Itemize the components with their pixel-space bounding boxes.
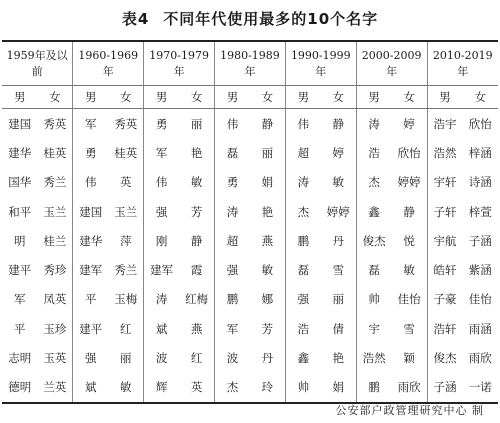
male-name-cell: 军 <box>215 314 250 343</box>
table-row <box>2 314 498 343</box>
female-name-cell: 静 <box>403 204 415 219</box>
male-name-cell: 建国 <box>73 197 108 226</box>
decade-header: 1960-1969年 <box>73 41 144 86</box>
male-name-cell: 涛 <box>285 168 320 197</box>
gender-female-header: 女 <box>250 86 285 109</box>
gender-female-header: 女 <box>179 86 214 109</box>
male-name-cell: 强 <box>73 343 108 372</box>
male-name-cell: 子轩 <box>427 197 462 226</box>
male-name-cell: 波 <box>144 343 179 372</box>
female-name-cell: 玲 <box>250 373 285 403</box>
male-name-cell: 超 <box>285 138 320 167</box>
female-name-cell: 诗涵 <box>468 175 492 190</box>
female-name-cell: 敏 <box>108 373 143 403</box>
male-name-cell: 宇航 <box>427 226 462 255</box>
female-name-cell: 秀兰 <box>114 263 138 278</box>
female-name-cell: 艳 <box>332 351 344 366</box>
male-name-cell: 伟 <box>144 168 179 197</box>
female-name-cell: 静 <box>261 116 274 131</box>
male-name-cell: 国华 <box>8 175 32 190</box>
decade-header: 1970-1979年 <box>144 41 215 86</box>
female-name-cell: 敏 <box>403 263 415 278</box>
table-title-text: 不同年代使用最多的10个名字 <box>163 10 379 28</box>
female-name-cell: 艳 <box>261 204 274 219</box>
female-name-cell: 静 <box>190 233 203 248</box>
male-name-cell: 磊 <box>285 255 320 284</box>
female-name-cell: 艳 <box>190 145 203 160</box>
male-name-cell: 浩 <box>356 138 391 167</box>
male-name-cell: 鑫 <box>356 197 391 226</box>
female-name-cell: 玉兰 <box>43 204 67 219</box>
female-name-cell: 倩 <box>332 321 344 336</box>
male-name-cell: 帅 <box>285 373 320 403</box>
gender-header-row <box>2 86 498 109</box>
female-name-cell: 玉英 <box>43 351 67 366</box>
names-table <box>2 40 498 404</box>
names-table-body <box>2 109 498 403</box>
gender-male-header: 男 <box>2 86 37 109</box>
male-name-cell: 建平 <box>73 314 108 343</box>
male-name-cell: 德明 <box>2 373 37 403</box>
male-name-cell: 浩然 <box>356 343 391 372</box>
table-row <box>2 285 498 314</box>
gender-male-header: 男 <box>144 86 179 109</box>
female-name-cell: 梓萱 <box>468 204 492 219</box>
female-name-cell: 丽 <box>119 351 132 366</box>
male-name-cell: 浩然 <box>427 138 462 167</box>
female-name-cell: 英 <box>179 373 214 403</box>
female-name-cell: 悦 <box>403 233 415 248</box>
decade-header: 1959年及以前 <box>2 41 73 86</box>
gender-female-header: 女 <box>462 86 498 109</box>
female-name-cell: 敏 <box>332 175 344 190</box>
female-name-cell: 娟 <box>261 175 274 190</box>
female-name-cell: 佳怡 <box>468 292 492 307</box>
female-name-cell: 桂兰 <box>43 233 67 248</box>
male-name-cell: 宇轩 <box>427 168 462 197</box>
male-name-cell: 勇 <box>73 138 108 167</box>
male-name-cell: 浩轩 <box>427 314 462 343</box>
male-name-cell: 俊杰 <box>427 343 462 372</box>
male-name-cell: 建平 <box>8 263 32 278</box>
female-name-cell: 霞 <box>190 263 203 278</box>
female-name-cell: 丹 <box>332 233 344 248</box>
male-name-cell: 勇 <box>144 109 179 139</box>
female-name-cell: 雨欣 <box>468 351 492 366</box>
male-name-cell: 鹏 <box>285 226 320 255</box>
female-name-cell: 秀英 <box>114 116 138 131</box>
male-name-cell: 杰 <box>285 197 320 226</box>
male-name-cell: 强 <box>285 285 320 314</box>
male-name-cell: 磊 <box>356 255 391 284</box>
male-name-cell: 和平 <box>8 204 32 219</box>
male-name-cell: 杰 <box>356 168 391 197</box>
male-name-cell: 浩 <box>285 314 320 343</box>
table-row <box>2 226 498 255</box>
male-name-cell: 超 <box>215 226 250 255</box>
gender-female-header: 女 <box>37 86 72 109</box>
gender-male-header: 男 <box>427 86 462 109</box>
female-name-cell: 萍 <box>119 233 132 248</box>
gender-male-header: 男 <box>285 86 320 109</box>
male-name-cell: 建华 <box>73 226 108 255</box>
male-name-cell: 建国 <box>8 116 32 131</box>
female-name-cell: 玉兰 <box>114 204 138 219</box>
female-name-cell: 娜 <box>261 292 274 307</box>
male-name-cell: 平 <box>73 285 108 314</box>
female-name-cell: 秀珍 <box>43 263 67 278</box>
decade-header: 2000-2009年 <box>356 41 427 86</box>
female-name-cell: 雪 <box>332 263 344 278</box>
gender-female-header: 女 <box>321 86 356 109</box>
decade-header: 1990-1999年 <box>285 41 356 86</box>
source-credit: 公安部户政管理研究中心 制 <box>335 404 484 417</box>
female-name-cell: 丽 <box>332 292 344 307</box>
male-name-cell: 宇 <box>356 314 391 343</box>
male-name-cell: 磊 <box>215 138 250 167</box>
male-name-cell: 杰 <box>215 373 250 403</box>
female-name-cell: 兰英 <box>37 373 72 403</box>
male-name-cell: 建军 <box>73 255 108 284</box>
male-name-cell: 军 <box>13 292 26 307</box>
female-name-cell: 梓涵 <box>468 145 492 160</box>
female-name-cell: 秀英 <box>43 116 67 131</box>
female-name-cell: 静 <box>332 116 344 131</box>
decade-header: 1980-1989年 <box>215 41 286 86</box>
gender-female-header: 女 <box>392 86 427 109</box>
decade-header-row <box>2 41 498 86</box>
male-name-cell: 勇 <box>215 168 250 197</box>
female-name-cell: 英 <box>119 175 132 190</box>
male-name-cell: 鹏 <box>215 285 250 314</box>
male-name-cell: 皓轩 <box>427 255 462 284</box>
male-name-cell: 波 <box>215 343 250 372</box>
table-row <box>2 255 498 284</box>
female-name-cell: 丽 <box>261 145 274 160</box>
female-name-cell: 凤英 <box>43 292 67 307</box>
female-name-cell: 燕 <box>261 233 274 248</box>
male-name-cell: 辉 <box>144 373 179 403</box>
female-name-cell: 桂英 <box>43 145 67 160</box>
male-name-cell: 子涵 <box>427 373 462 403</box>
male-name-cell: 平 <box>13 321 26 336</box>
male-name-cell: 建军 <box>144 255 179 284</box>
female-name-cell: 秀兰 <box>43 175 67 190</box>
male-name-cell: 强 <box>144 197 179 226</box>
female-name-cell: 红梅 <box>185 292 209 307</box>
female-name-cell: 佳怡 <box>397 292 421 307</box>
female-name-cell: 红 <box>190 351 203 366</box>
female-name-cell: 欣怡 <box>468 116 492 131</box>
table-number: 表4 <box>121 10 150 28</box>
table-row <box>2 343 498 372</box>
female-name-cell: 雨欣 <box>392 373 427 403</box>
female-name-cell: 丹 <box>261 351 274 366</box>
male-name-cell: 建华 <box>8 145 32 160</box>
male-name-cell: 斌 <box>73 373 108 403</box>
male-name-cell: 强 <box>215 255 250 284</box>
male-name-cell: 志明 <box>8 351 32 366</box>
female-name-cell: 欣怡 <box>397 145 421 160</box>
female-name-cell: 紫涵 <box>468 263 492 278</box>
female-name-cell: 桂英 <box>114 145 138 160</box>
female-name-cell: 婷婷 <box>326 204 350 219</box>
male-name-cell: 鹏 <box>356 373 391 403</box>
decade-header: 2010-2019年 <box>427 41 498 86</box>
female-name-cell: 丽 <box>190 116 203 131</box>
table-row <box>2 138 498 167</box>
female-name-cell: 敏 <box>190 175 203 190</box>
female-name-cell: 玉梅 <box>114 292 138 307</box>
male-name-cell: 伟 <box>285 109 320 139</box>
table-row <box>2 373 498 403</box>
male-name-cell: 伟 <box>73 168 108 197</box>
female-name-cell: 敏 <box>261 263 274 278</box>
table-title <box>0 8 500 29</box>
gender-female-header: 女 <box>108 86 143 109</box>
male-name-cell: 涛 <box>356 109 391 139</box>
female-name-cell: 婷 <box>332 145 344 160</box>
female-name-cell: 玉珍 <box>43 321 67 336</box>
male-name-cell: 涛 <box>144 285 179 314</box>
male-name-cell: 斌 <box>144 314 179 343</box>
gender-male-header: 男 <box>73 86 108 109</box>
table-row <box>2 168 498 197</box>
female-name-cell: 一诺 <box>462 373 498 403</box>
male-name-cell: 军 <box>144 138 179 167</box>
male-name-cell: 明 <box>13 233 26 248</box>
male-name-cell: 子豪 <box>427 285 462 314</box>
female-name-cell: 婷婷 <box>397 175 421 190</box>
gender-male-header: 男 <box>356 86 391 109</box>
female-name-cell: 雨涵 <box>468 321 492 336</box>
male-name-cell: 帅 <box>356 285 391 314</box>
female-name-cell: 燕 <box>190 321 203 336</box>
female-name-cell: 娟 <box>321 373 356 403</box>
table-row <box>2 109 498 139</box>
male-name-cell: 军 <box>73 109 108 139</box>
female-name-cell: 红 <box>119 321 132 336</box>
male-name-cell: 刚 <box>144 226 179 255</box>
male-name-cell: 伟 <box>215 109 250 139</box>
male-name-cell: 俊杰 <box>356 226 391 255</box>
female-name-cell: 子涵 <box>468 233 492 248</box>
male-name-cell: 鑫 <box>285 343 320 372</box>
female-name-cell: 芳 <box>261 321 274 336</box>
male-name-cell: 浩宇 <box>427 109 462 139</box>
female-name-cell: 芳 <box>190 204 203 219</box>
table-row <box>2 197 498 226</box>
female-name-cell: 雪 <box>403 321 415 336</box>
gender-male-header: 男 <box>215 86 250 109</box>
female-name-cell: 颖 <box>403 351 415 366</box>
male-name-cell: 涛 <box>215 197 250 226</box>
female-name-cell: 婷 <box>403 116 415 131</box>
